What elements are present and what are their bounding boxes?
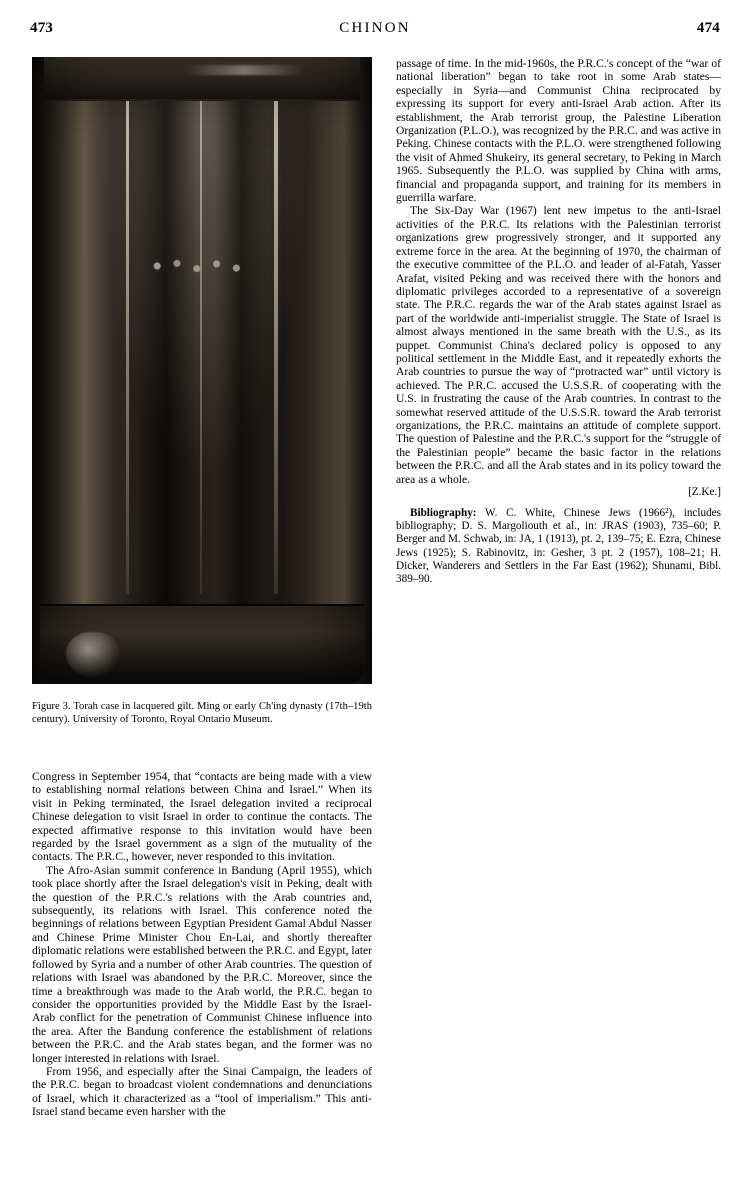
paragraph: From 1956, and especially after the Sinai Campaign, the leaders of the P.R.C. began to broadcast violent condemnations and denunciations of Israel, which it characterized as a “tool of imperialism.” This anti-Israel stand became even harsher with the <box>32 1064 372 1119</box>
left-column-figure <box>32 57 372 694</box>
paragraph: Congress in September 1954, that “contacts are being made with a view to establishing normal relations between China and Israel.” When its visit in Peking terminated, the Israel delegation invited a reciprocal Chinese delegation to visit Israel in order to continue the contacts. The expected affirmative response to this invitation would have been regarded by the Israel government as a sign of the mutuality of the contacts. The P.R.C., however, never responded to this invitation. <box>32 770 372 864</box>
left-column-text <box>32 770 372 1119</box>
right-column <box>396 57 721 586</box>
folio-right: 474 <box>696 20 720 36</box>
page-title: CHINON <box>339 20 411 36</box>
paragraph: passage of time. In the mid-1960s, the P.R.C.'s concept of the “war of national liberation” began to take root in some Arab states—especially in Syria—and Communist China reciprocated by expressing its support for every anti-Israel Arab action. After its establishment, the Arab terrorist group, the Palestine Liberation Organization (P.L.O.), was recognized by the P.R.C. and was active in Peking. Chinese contacts with the P.L.O. were strengthened following the visit of Ahmed Shukeiry, its general secretary, to Peking in March 1965. Subsequently the P.L.O. was supplied by China with arms, financial and propaganda support, and training for its members in guerrilla warfare. <box>396 57 721 205</box>
running-head <box>30 20 720 37</box>
figure-caption: Figure 3. Torah case in lacquered gilt. Ming or early Ch'ing dynasty (17th–19th century). University of Toronto, Royal Ontario Museum. <box>32 701 372 726</box>
photo-grain <box>32 57 372 684</box>
bibliography-label: Bibliography: <box>410 507 477 519</box>
bibliography <box>396 507 721 586</box>
figure-caption-wrap <box>32 700 372 726</box>
paragraph: The Six-Day War (1967) lent new impetus to the anti-Israel activities of the P.R.C. Its relations with the Palestinian terrorist organizations grew progressively stronger, and it supported any extreme force in the area. At the beginning of 1970, the chairman of the executive committee of the P.L.O. and leader of al-Fatah, Yasser Arafat, visited Peking and was received there with the honors and diplomatic privileges accorded to a representative of a sovereign state. The P.R.C. regards the war of the Arab states against Israel as part of the worldwide anti-imperialist struggle. The State of Israel is almost always mentioned in the same breath with the U.S., as its puppet. Communist China's declared policy is opposed to any political settlement in the Middle East, and it repeatedly exhorts the Arab countries to pursue the way of “protracted war” until victory is achieved. The P.R.C. accused the U.S.S.R. of cooperating with the U.S. in frustrating the cause of the Arab countries. In contrast to the somewhat reserved attitude of the U.S.S.R. toward the Arab terrorist organizations, the P.R.C. maintains an attitude of complete support. The question of Palestine and the P.R.C.'s support for the “struggle of the Palestinian people” became the basic factor in the relations between the P.R.C. and all the Arab states and in its policy toward the area as a whole. <box>396 204 721 486</box>
bibliography-text: W. C. White, Chinese Jews (1966²), includes bibliography; D. S. Margoliouth et al., in: JRAS (1903), 735–60; P. Berger and M. Schwab, in: JA, 1 (1913), pt. 2, 139–75; E. Ezra, Chinese Jews (1925); S. Rabinovitz, in: Gesher, 3 pt. 2 (1957), 108–21; H. Dicker, Wanderers and Settlers in the Far East (1962); Shunami, Bibl. 389–90. <box>396 507 721 586</box>
figure-3 <box>32 57 372 684</box>
folio-left: 473 <box>30 20 54 36</box>
right-column-text <box>396 57 721 486</box>
torah-case-photograph <box>32 57 372 684</box>
author-signature: [Z.Ke.] <box>688 486 721 498</box>
paragraph: The Afro-Asian summit conference in Bandung (April 1955), which took place shortly after the Israel delegation's visit in Peking, dealt with the question of the P.R.C.'s relations with the Arab countries and, subsequently, its relations with Israel. This conference noted the beginnings of relations between Egyptian President Gamal Abdul Nasser and Chinese Prime Minister Chou En-Lai, and shortly thereafter diplomatic relations were established between the P.R.C. and Egypt, later followed by Syria and a number of other Arab countries. The question of relations with Israel was abandoned by the P.R.C. Moreover, since the time a breakthrough was made to the Arab world, the P.R.C. began to consider the opportunities provided by the Middle East by the Israel-Arab conflict for the penetration of Communist Chinese influence into the area. After the Bandung conference the establishment of relations between the P.R.C. and the Arab states began, and the former was no longer interested in relations with Israel. <box>32 863 372 1065</box>
